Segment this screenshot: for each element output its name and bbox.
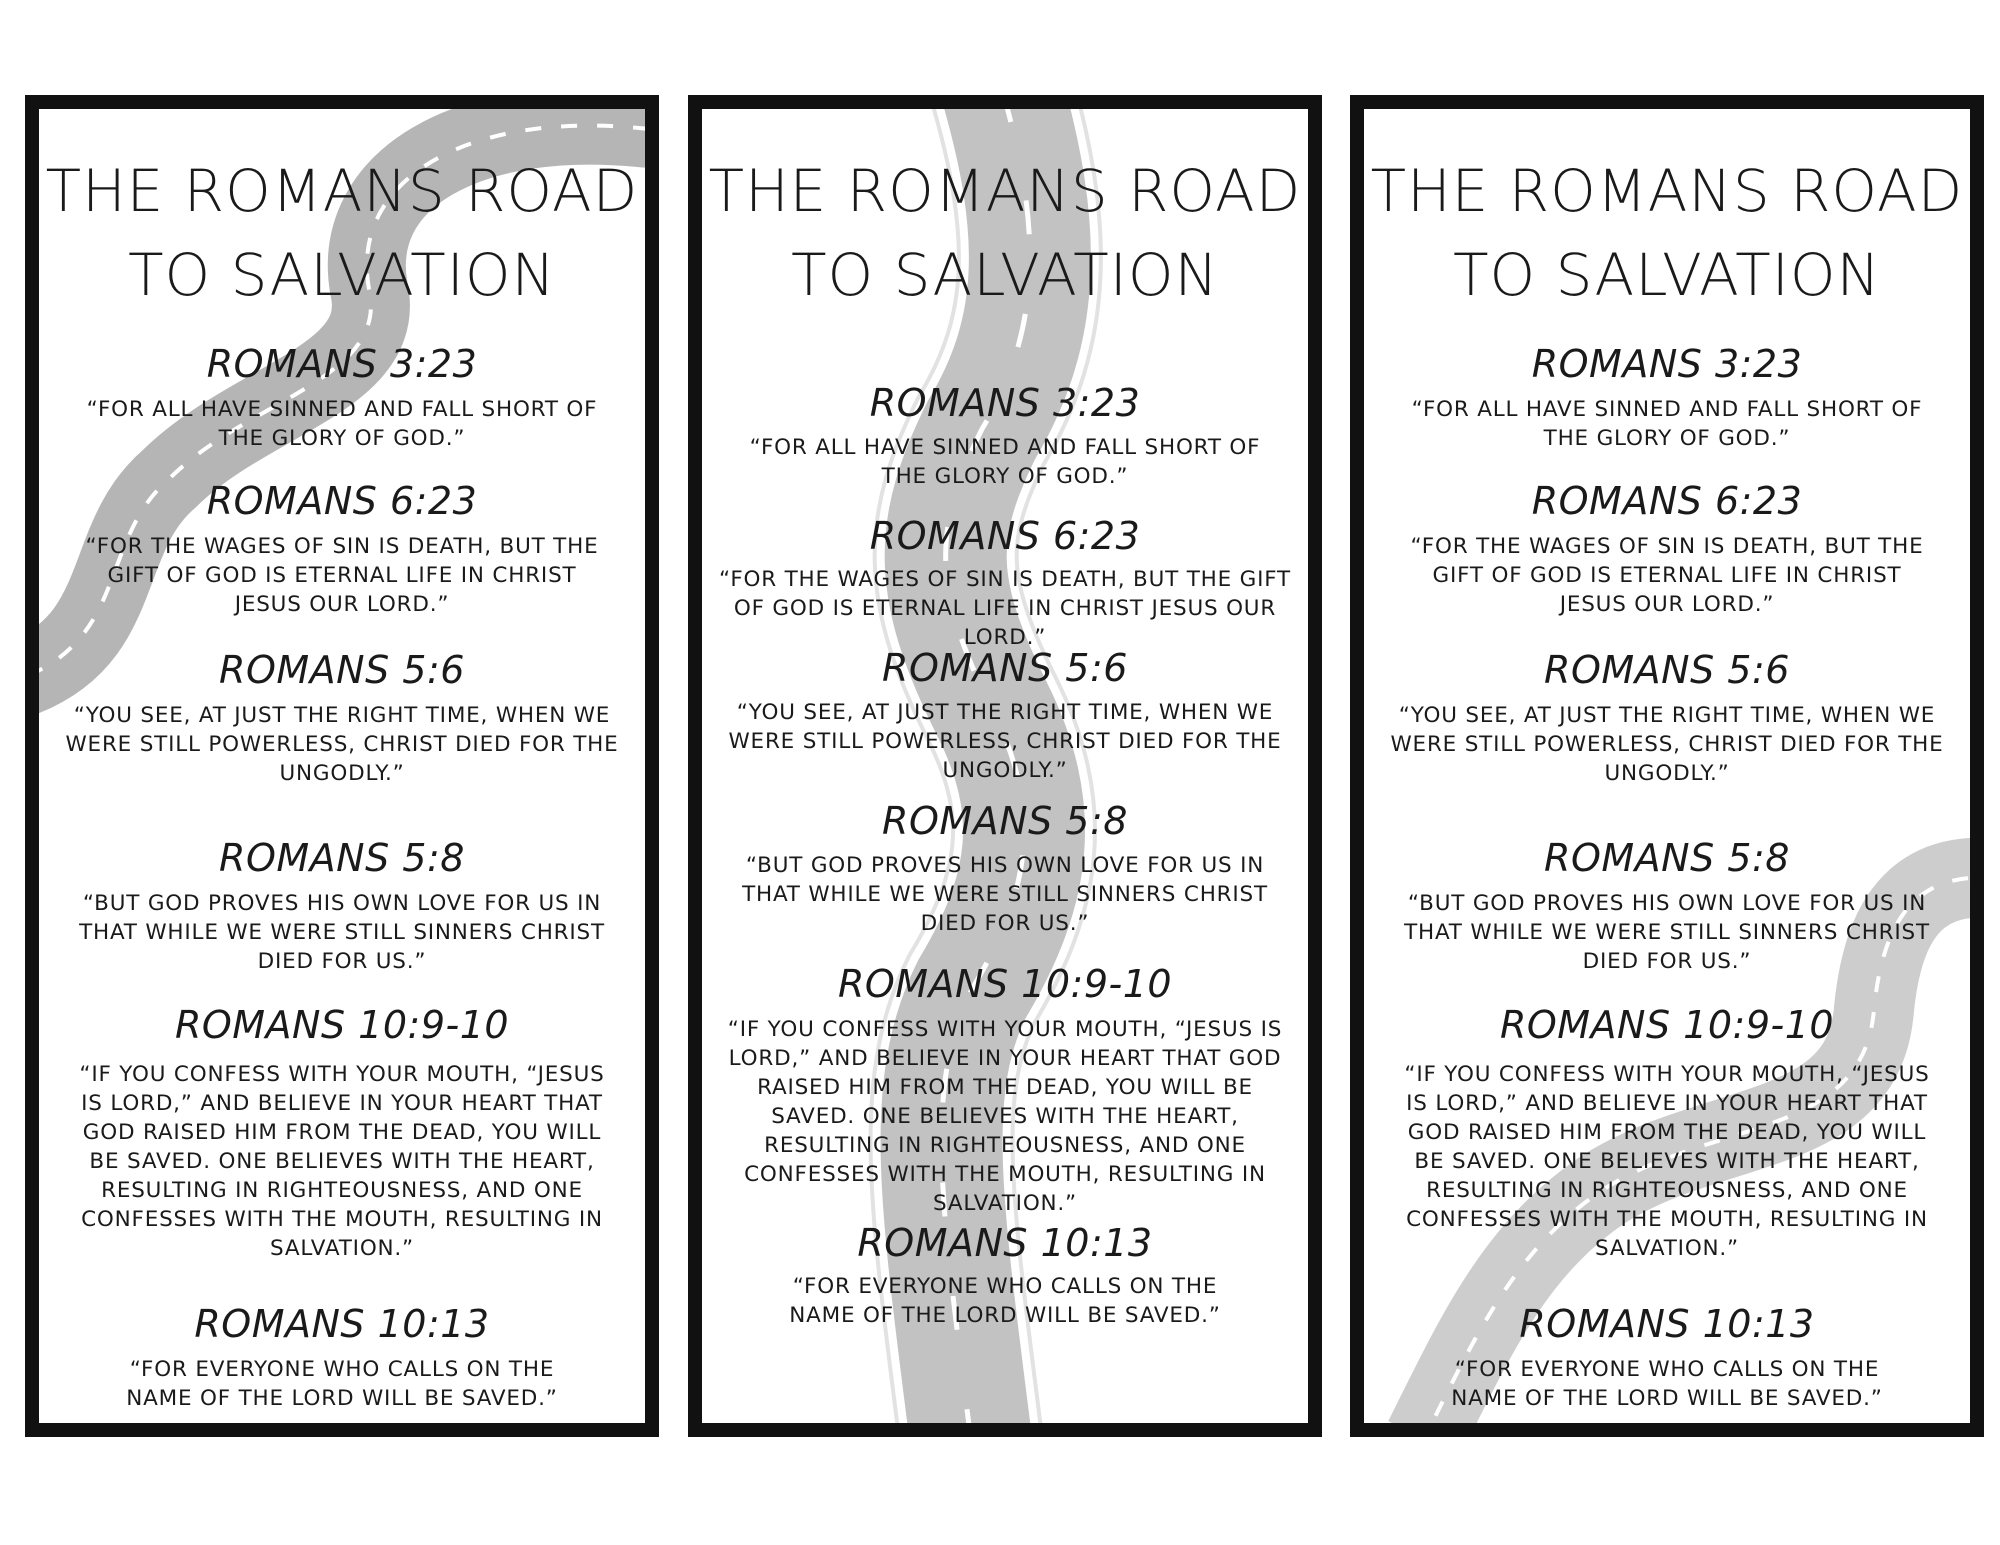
passage-text: “FOR THE WAGES OF SIN IS DEATH, BUT THE GIFT OF GOD IS ETERNAL LIFE IN CHRIST JESUS OUR LORD.”	[1410, 534, 1924, 617]
passage-text: “BUT GOD PROVES HIS OWN LOVE FOR US IN THAT WHILE WE WERE STILL SINNERS CHRIST DIED FOR US.”	[742, 853, 1268, 936]
passage-text: “IF YOU CONFESS WITH YOUR MOUTH, “JESUS IS LORD,” AND BELIEVE IN YOUR HEART THAT GOD RAISED HIM FROM THE DEAD, YOU WILL BE SAVED. ONE BELIEVES WITH THE HEART, RESULTING IN RIGHTEOUSNESS, AND ONE CONFESSES WITH THE MOUTH, RESULTING IN SALVATION.”	[727, 1017, 1283, 1216]
bookmark-3	[1350, 95, 1984, 1437]
title-line-1: THE ROMANS ROAD	[45, 157, 639, 225]
passage-text: “FOR ALL HAVE SINNED AND FALL SHORT OF THE GLORY OF GOD.”	[1411, 397, 1923, 451]
bookmark-title	[1364, 149, 1970, 317]
passage-reference: ROMANS 6:23	[1531, 479, 1803, 523]
passage-reference: ROMANS 5:6	[882, 646, 1128, 690]
passage-text: “FOR THE WAGES OF SIN IS DEATH, BUT THE GIFT OF GOD IS ETERNAL LIFE IN CHRIST JESUS OUR LORD.”	[719, 567, 1291, 650]
passage-text: “YOU SEE, AT JUST THE RIGHT TIME, WHEN WE WERE STILL POWERLESS, CHRIST DIED FOR THE UNGODLY.”	[65, 703, 619, 786]
passage-reference: ROMANS 5:8	[882, 799, 1128, 843]
passage-reference: ROMANS 3:23	[206, 342, 478, 386]
passage-reference: ROMANS 5:8	[1544, 836, 1790, 880]
passage-reference: ROMANS 10:9-10	[174, 1003, 510, 1047]
passage-text: “FOR THE WAGES OF SIN IS DEATH, BUT THE GIFT OF GOD IS ETERNAL LIFE IN CHRIST JESUS OUR LORD.”	[85, 534, 599, 617]
passage-reference: ROMANS 10:13	[857, 1221, 1153, 1265]
title-line-2: TO SALVATION	[791, 241, 1219, 309]
passage-reference: ROMANS 10:9-10	[837, 962, 1173, 1006]
passage-text: “IF YOU CONFESS WITH YOUR MOUTH, “JESUS IS LORD,” AND BELIEVE IN YOUR HEART THAT GOD RAISED HIM FROM THE DEAD, YOU WILL BE SAVED. ONE BELIEVES WITH THE HEART, RESULTING IN RIGHTEOUSNESS, AND ONE CONFESSES WITH THE MOUTH, RESULTING IN SALVATION.”	[1404, 1062, 1930, 1261]
title-line-2: TO SALVATION	[1453, 241, 1881, 309]
passage-reference: ROMANS 6:23	[206, 479, 478, 523]
passage-reference: ROMANS 10:13	[194, 1302, 490, 1346]
passage-reference: ROMANS 5:6	[219, 648, 465, 692]
title-line-1: THE ROMANS ROAD	[1370, 157, 1964, 225]
passage-text: “BUT GOD PROVES HIS OWN LOVE FOR US IN THAT WHILE WE WERE STILL SINNERS CHRIST DIED FOR US.”	[79, 891, 605, 974]
passage-reference: ROMANS 10:9-10	[1499, 1003, 1835, 1047]
passage-reference: ROMANS 5:6	[1544, 648, 1790, 692]
passage-text: “FOR EVERYONE WHO CALLS ON THE NAME OF THE LORD WILL BE SAVED.”	[1451, 1357, 1883, 1411]
passage-text: “IF YOU CONFESS WITH YOUR MOUTH, “JESUS IS LORD,” AND BELIEVE IN YOUR HEART THAT GOD RAISED HIM FROM THE DEAD, YOU WILL BE SAVED. ONE BELIEVES WITH THE HEART, RESULTING IN RIGHTEOUSNESS, AND ONE CONFESSES WITH THE MOUTH, RESULTING IN SALVATION.”	[79, 1062, 605, 1261]
passage-text: “FOR EVERYONE WHO CALLS ON THE NAME OF THE LORD WILL BE SAVED.”	[126, 1357, 558, 1411]
passage-reference: ROMANS 6:23	[869, 514, 1141, 558]
title-line-1: THE ROMANS ROAD	[708, 157, 1302, 225]
passage-reference: ROMANS 5:8	[219, 836, 465, 880]
passage-text: “FOR ALL HAVE SINNED AND FALL SHORT OF THE GLORY OF GOD.”	[86, 397, 598, 451]
passage-reference: ROMANS 3:23	[869, 381, 1141, 425]
passage-text: “BUT GOD PROVES HIS OWN LOVE FOR US IN THAT WHILE WE WERE STILL SINNERS CHRIST DIED FOR US.”	[1404, 891, 1930, 974]
bookmark-1	[25, 95, 659, 1437]
bookmark-title	[39, 149, 645, 317]
passage-text: “YOU SEE, AT JUST THE RIGHT TIME, WHEN WE WERE STILL POWERLESS, CHRIST DIED FOR THE UNGODLY.”	[728, 700, 1282, 783]
passage-text: “YOU SEE, AT JUST THE RIGHT TIME, WHEN WE WERE STILL POWERLESS, CHRIST DIED FOR THE UNGODLY.”	[1390, 703, 1944, 786]
passage-reference: ROMANS 10:13	[1519, 1302, 1815, 1346]
passage-text: “FOR EVERYONE WHO CALLS ON THE NAME OF THE LORD WILL BE SAVED.”	[789, 1274, 1221, 1328]
bookmark-2	[688, 95, 1322, 1437]
title-line-2: TO SALVATION	[128, 241, 556, 309]
bookmark-title	[702, 149, 1308, 317]
passage-text: “FOR ALL HAVE SINNED AND FALL SHORT OF THE GLORY OF GOD.”	[749, 435, 1261, 489]
passage-reference: ROMANS 3:23	[1531, 342, 1803, 386]
